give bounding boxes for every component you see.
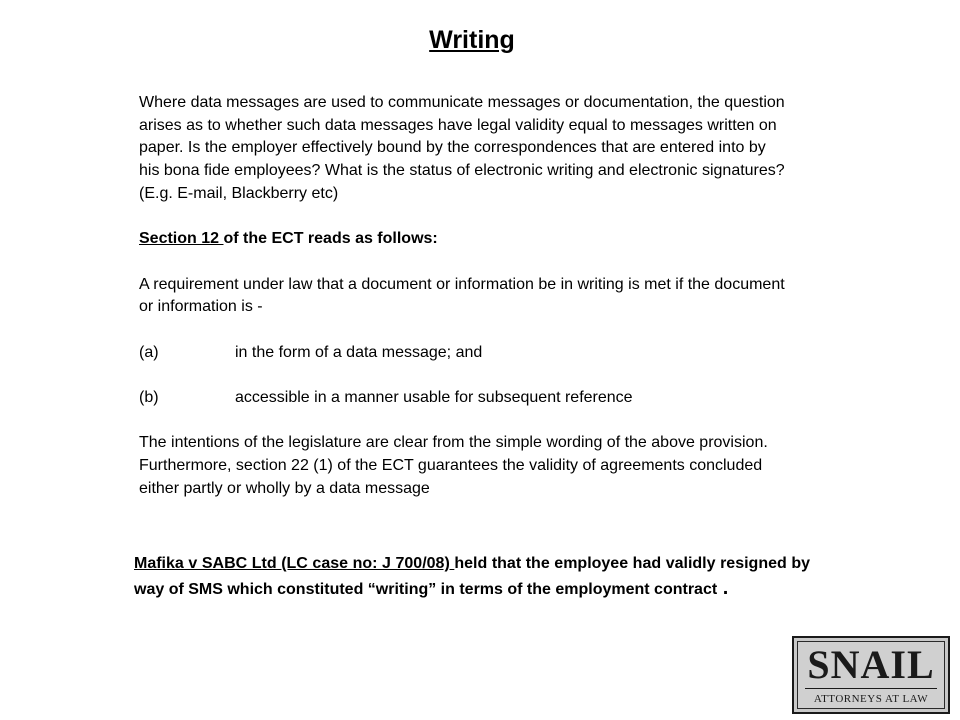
list-item-a	[139, 342, 909, 365]
intro-line: (E.g. E-mail, Blackberry etc)	[139, 184, 339, 202]
logo-tagline: ATTORNEYS AT LAW	[813, 693, 929, 705]
section-reference: Section 12	[139, 230, 224, 248]
intro-line: paper. Is the employer effectively bound by the correspondences that are entered into by	[139, 139, 766, 157]
logo-divider	[805, 688, 937, 689]
case-citation: Mafika v SABC Ltd (LC case no: J 700/08)	[134, 555, 455, 572]
firm-logo	[792, 636, 950, 714]
requirement-line: A requirement under law that a document or information be in writing is met if the document	[139, 275, 785, 293]
conclusion-line: The intentions of the legislature are clear from the simple wording of the above provision.	[139, 434, 768, 452]
case-text: held that the employee had validly resigned by way of SMS which constituted “writing” in terms of the employment contract	[134, 555, 811, 598]
logo-name: SNAIL	[807, 642, 935, 687]
list-text: accessible in a manner usable for subsequent reference	[235, 389, 633, 407]
intro-line: his bona fide employees? What is the status of electronic writing and electronic signatures?	[139, 162, 785, 180]
list-marker: (b)	[139, 389, 159, 407]
requirement-line: or information is -	[139, 298, 263, 316]
logo-frame	[797, 641, 945, 709]
body-text	[139, 92, 909, 501]
list-item-b	[139, 387, 909, 410]
intro-line: arises as to whether such data messages have legal validity equal to messages written on	[139, 116, 777, 134]
case-paragraph	[134, 551, 810, 602]
section-heading-rest: of the ECT reads as follows:	[223, 230, 438, 248]
conclusion-line: either partly or wholly by a data message	[139, 479, 430, 497]
conclusion-line: Furthermore, section 22 (1) of the ECT guarantees the validity of agreements concluded	[139, 457, 763, 475]
intro-line: Where data messages are used to communicate messages or documentation, the question	[139, 94, 785, 111]
list-marker: (a)	[139, 343, 159, 361]
page-title: Writing	[429, 26, 515, 54]
section-heading	[139, 228, 909, 251]
case-end: .	[717, 577, 729, 599]
list-text: in the form of a data message; and	[235, 343, 483, 361]
